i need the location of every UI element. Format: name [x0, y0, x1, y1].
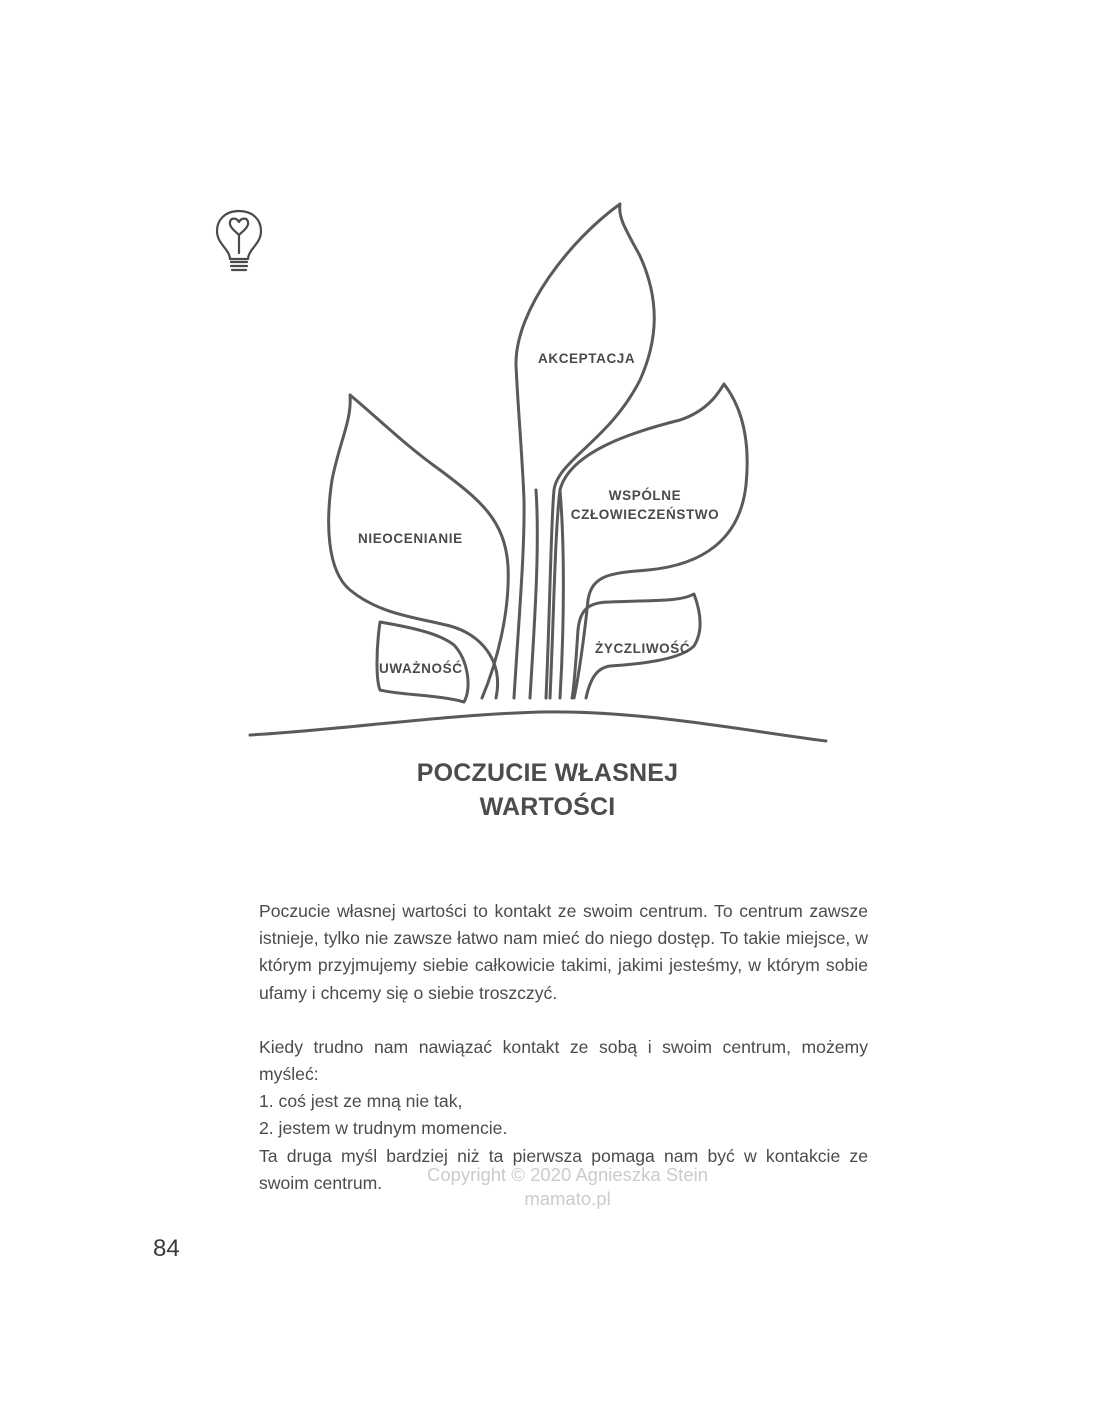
- leaf-label-nieocenianie: NIEOCENIANIE: [358, 531, 463, 546]
- plant-diagram: [240, 190, 840, 750]
- body-text: [259, 898, 868, 1197]
- copyright-watermark: [380, 1163, 755, 1211]
- paragraph-2-intro: Kiedy trudno nam nawiązać kontakt ze sobą i swoim centrum, możemy myśleć:: [259, 1036, 868, 1085]
- leaf-label-wspolne-line1: WSPÓLNE: [608, 488, 682, 503]
- leaf-label-wspolne: [570, 486, 720, 524]
- leaf-label-uwaznosc: UWAŻNOŚĆ: [379, 661, 463, 676]
- page-number: 84: [153, 1235, 180, 1262]
- paragraph-1: Poczucie własnej wartości to kontakt ze swoim centrum. To centrum zawsze istnieje, tylko nie zawsze łatwo nam mieć do niego dostęp. To takie miejsce, w którym przyjmujemy siebie całkowicie takimi, jakimi jesteśmy, w którym sobie ufamy i chcemy się o siebie troszczyć.: [259, 901, 868, 1003]
- leaf-label-zyczliwosc: ŻYCZLIWOŚĆ: [595, 641, 691, 656]
- page-title: [340, 756, 755, 824]
- paragraph-2-end: Ta druga myśl bardziej niż ta pierwsza pomaga nam być w kontakcie ze swoim centrum.: [259, 1145, 868, 1193]
- list-item-2: 2. jestem w trudnym momencie.: [259, 1118, 508, 1139]
- page-title-line2: WARTOŚCI: [479, 793, 616, 821]
- watermark-line1: Copyright © 2020 Agnieszka Stein: [426, 1164, 709, 1185]
- list-item-1: 1. coś jest ze mną nie tak,: [259, 1091, 463, 1112]
- leaf-label-akceptacja: AKCEPTACJA: [538, 351, 636, 366]
- watermark-line2: mamato.pl: [524, 1188, 611, 1209]
- ground-line: [250, 712, 826, 741]
- page-title-line1: POCZUCIE WŁASNEJ: [416, 759, 679, 787]
- leaf-label-wspolne-line2: CZŁOWIECZEŃSTWO: [570, 507, 720, 522]
